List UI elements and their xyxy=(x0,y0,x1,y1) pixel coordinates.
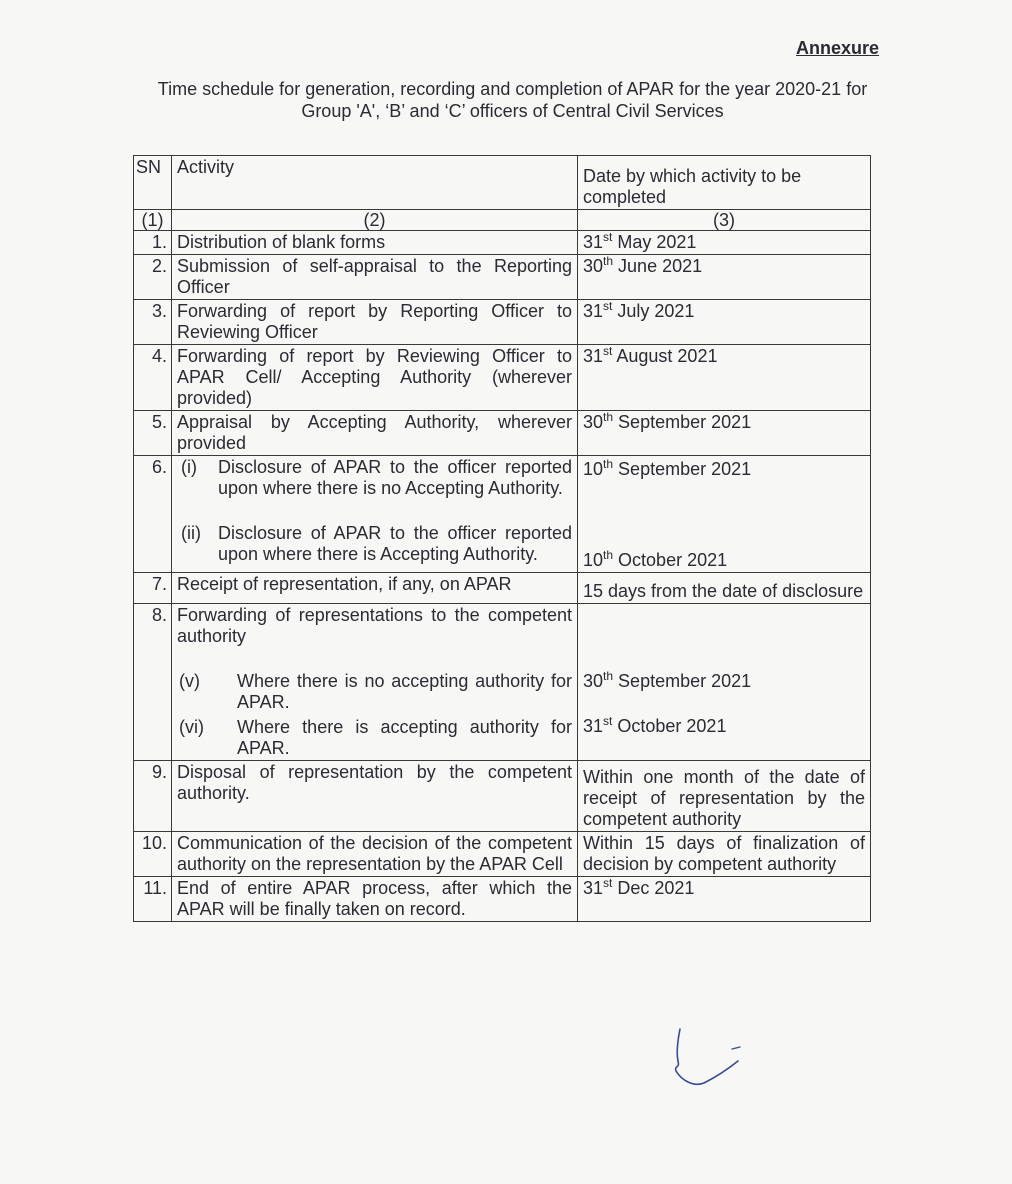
row-activity: Forwarding of report by Reporting Officer to Reviewing Officer xyxy=(172,300,578,345)
table-row xyxy=(134,255,871,300)
sub-item xyxy=(177,671,572,713)
date-suffix: th xyxy=(603,254,614,268)
signature xyxy=(668,1025,748,1095)
table-row xyxy=(134,456,871,573)
date-rest: September 2021 xyxy=(613,671,752,691)
table-row xyxy=(134,345,871,411)
row-sn: 2. xyxy=(134,255,172,300)
row-sn: 4. xyxy=(134,345,172,411)
column-number: (1) xyxy=(134,210,172,231)
row-date: Within 15 days of finalization of decision by competent authority xyxy=(578,832,871,877)
date-rest: June 2021 xyxy=(613,256,703,276)
row-date xyxy=(578,604,871,761)
row-sn: 3. xyxy=(134,300,172,345)
sub-item-text: Where there is no accepting authority for APAR. xyxy=(237,671,572,712)
date-suffix: st xyxy=(603,230,613,244)
header-row xyxy=(134,156,871,210)
table-row xyxy=(134,231,871,255)
date-day: 31 xyxy=(583,232,604,252)
row-activity: Receipt of representation, if any, on APAR xyxy=(172,573,578,604)
table-row xyxy=(134,761,871,832)
row-date xyxy=(578,300,871,345)
date-suffix: th xyxy=(603,669,614,683)
apar-schedule-table xyxy=(133,155,871,922)
date-line xyxy=(583,550,865,571)
row-sn: 7. xyxy=(134,573,172,604)
date-suffix: th xyxy=(603,548,614,562)
date-rest: September 2021 xyxy=(613,412,752,432)
header-activity: Activity xyxy=(172,156,578,210)
date-rest: August 2021 xyxy=(612,346,718,366)
date-day: 31 xyxy=(583,878,604,898)
sub-item-number: (v) xyxy=(179,671,200,691)
table-row xyxy=(134,573,871,604)
date-suffix: th xyxy=(603,457,614,471)
date-rest: September 2021 xyxy=(613,459,752,479)
date-day: 31 xyxy=(583,301,604,321)
signature-stroke xyxy=(676,1029,738,1084)
date-rest: October 2021 xyxy=(612,716,727,736)
row-activity: Distribution of blank forms xyxy=(172,231,578,255)
row-activity: Appraisal by Accepting Authority, wherever provided xyxy=(172,411,578,456)
row-sn: 1. xyxy=(134,231,172,255)
header-sn: SN xyxy=(134,156,172,210)
row-date xyxy=(578,456,871,573)
header-date: Date by which activity to be completed xyxy=(578,156,871,210)
date-suffix: st xyxy=(603,876,613,890)
row-date: 15 days from the date of disclosure xyxy=(578,573,871,604)
row-activity xyxy=(172,604,578,761)
sub-item-number: (vi) xyxy=(179,717,204,737)
date-rest: October 2021 xyxy=(613,550,728,570)
row-sn: 11. xyxy=(134,877,172,922)
signature-dash xyxy=(732,1047,740,1049)
date-day: 30 xyxy=(583,256,604,276)
column-number: (3) xyxy=(578,210,871,231)
row-date xyxy=(578,345,871,411)
date-suffix: st xyxy=(603,299,613,313)
sub-item-number: (ii) xyxy=(181,523,201,543)
table-row xyxy=(134,877,871,922)
row-sn: 8. xyxy=(134,604,172,761)
date-suffix: st xyxy=(603,344,613,358)
date-day: 30 xyxy=(583,412,604,432)
row-activity: Forwarding of report by Reviewing Officer to APAR Cell/ Accepting Authority (wherever provided) xyxy=(172,345,578,411)
row-date xyxy=(578,231,871,255)
row-activity: Communication of the decision of the competent authority on the representation by the APAR Cell xyxy=(172,832,578,877)
sub-item-text: Disclosure of APAR to the officer reported upon where there is no Accepting Authority. xyxy=(218,457,572,498)
date-day: 31 xyxy=(583,346,604,366)
column-number-row xyxy=(134,210,871,231)
date-day: 30 xyxy=(583,671,604,691)
row-activity: End of entire APAR process, after which the APAR will be finally taken on record. xyxy=(172,877,578,922)
sub-item xyxy=(177,717,572,759)
date-line xyxy=(583,459,865,480)
row-activity xyxy=(172,456,578,573)
sub-item-text: Disclosure of APAR to the officer reported upon where there is Accepting Authority. xyxy=(218,523,572,564)
date-rest: May 2021 xyxy=(612,232,697,252)
sub-item-text: Where there is accepting authority for APAR. xyxy=(237,717,572,758)
table-row xyxy=(134,604,871,761)
sub-item xyxy=(177,457,572,499)
row-date: Within one month of the date of receipt of representation by the competent authority xyxy=(578,761,871,832)
date-rest: Dec 2021 xyxy=(612,878,695,898)
sub-item-number: (i) xyxy=(181,457,197,477)
row-sn: 6. xyxy=(134,456,172,573)
row-date xyxy=(578,411,871,456)
table-row xyxy=(134,411,871,456)
sub-item xyxy=(177,523,572,565)
row-activity: Submission of self-appraisal to the Reporting Officer xyxy=(172,255,578,300)
date-day: 10 xyxy=(583,550,604,570)
row-activity: Disposal of representation by the competent authority. xyxy=(172,761,578,832)
row-activity-text: Forwarding of representations to the competent authority xyxy=(177,605,572,646)
date-suffix: st xyxy=(603,714,613,728)
date-day: 10 xyxy=(583,459,604,479)
table-row xyxy=(134,300,871,345)
date-suffix: th xyxy=(603,410,614,424)
row-sn: 10. xyxy=(134,832,172,877)
date-rest: July 2021 xyxy=(612,301,695,321)
column-number: (2) xyxy=(172,210,578,231)
date-day: 31 xyxy=(583,716,604,736)
table-row xyxy=(134,832,871,877)
row-sn: 5. xyxy=(134,411,172,456)
row-date xyxy=(578,255,871,300)
row-date xyxy=(578,877,871,922)
row-sn: 9. xyxy=(134,761,172,832)
date-line xyxy=(583,716,865,737)
annexure-label: Annexure xyxy=(796,38,880,58)
date-line xyxy=(583,671,865,692)
document-title: Time schedule for generation, recording and completion of APAR for the year 2020-21 for Group 'A', ‘B’ and ‘C’ officers of Central Civil Services xyxy=(157,79,868,121)
